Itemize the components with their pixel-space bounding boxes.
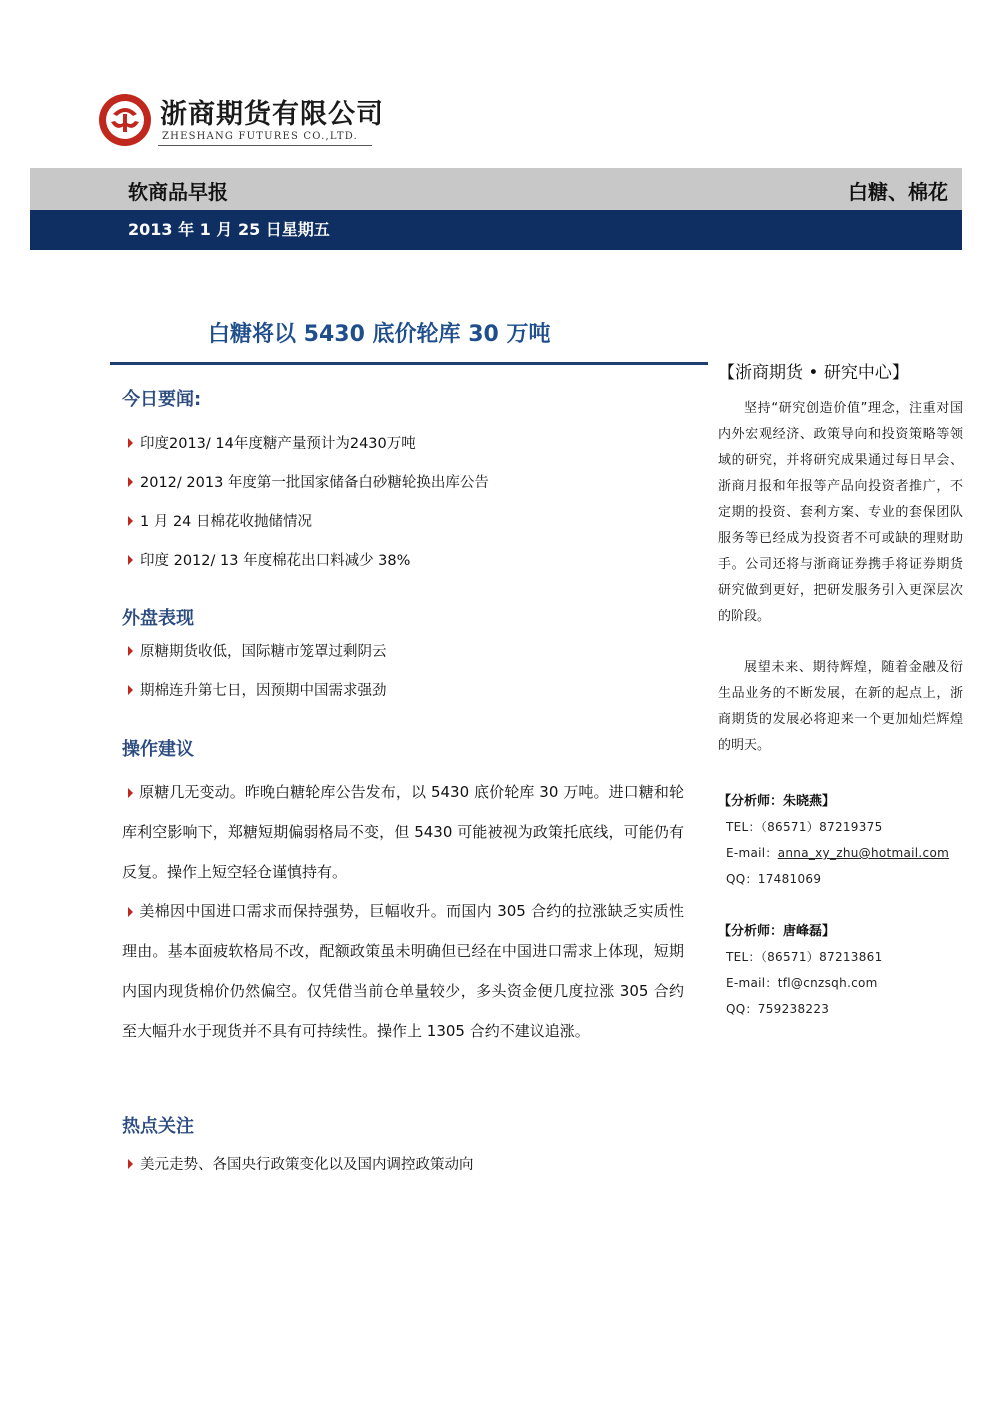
analyst-heading: 【分析师：朱晓燕】 — [718, 794, 836, 809]
analyst-qq: QQ：759238223 — [726, 1002, 830, 1016]
logo-divider — [158, 145, 372, 146]
bullet-arrow-icon — [128, 907, 133, 917]
company-logo-icon — [97, 92, 153, 148]
main-title: 白糖将以 5430 底价轮库 30 万吨 — [208, 322, 551, 347]
bullet-arrow-icon — [128, 555, 133, 565]
analyst-heading: 【分析师：唐峰磊】 — [718, 924, 836, 939]
bullet-arrow-icon — [128, 438, 133, 448]
bullet-arrow-icon — [128, 516, 133, 526]
report-commodities: 白糖、棉花 — [848, 180, 948, 204]
bullet-arrow-icon — [128, 1159, 133, 1169]
title-divider — [110, 362, 708, 365]
report-type: 软商品早报 — [128, 180, 228, 204]
analyst-email-link[interactable]: anna_xy_zhu@hotmail.com — [777, 846, 950, 860]
section-title-news: 今日要闻: — [122, 389, 202, 410]
list-item: 1 月 24 日棉花收抛储情况 — [128, 510, 312, 531]
company-name-en: ZHESHANG FUTURES CO.,LTD. — [162, 131, 358, 142]
list-item: 印度2013/ 14年度糖产量预计为2430万吨 — [128, 432, 416, 453]
advice-paragraph-cotton: 美棉因中国进口需求而保持强势，巨幅收升。而国内 305 合约的拉涨缺乏实质性理由。基本面疲软格局不改，配额政策虽未明确但已经在中国进口需求上体现，短期内国内现货棉价仍然偏空。仅凭借当前仓单量较少，多头资金便几度拉涨 305 合约至大幅升水于现货并不具有可持续性。操作上 1305 合约不建议追涨。 — [122, 902, 684, 1040]
analyst-email-row: E-mail：tfl@cnzsqh.com — [726, 976, 878, 990]
analyst-tel: TEL：（86571）87219375 — [726, 820, 883, 834]
section-title-advice: 操作建议 — [122, 739, 194, 760]
company-name-cn: 浙商期货有限公司 — [160, 99, 384, 130]
list-item: 2012/ 2013 年度第一批国家储备白砂糖轮换出库公告 — [128, 471, 489, 492]
section-title-focus: 热点关注 — [122, 1116, 194, 1137]
list-item: 美元走势、各国央行政策变化以及国内调控政策动向 — [128, 1153, 474, 1174]
bullet-arrow-icon — [128, 788, 133, 798]
analyst-email-link[interactable]: tfl@cnzsqh.com — [777, 976, 878, 990]
list-item: 印度 2012/ 13 年度棉花出口料减少 38% — [128, 549, 410, 570]
sidebar-intro-paragraph: 坚持“研究创造价值”理念，注重对国内外宏观经济、政策导向和投资策略等领域的研究，并将研究成果通过每日早会、浙商月报和年报等产品向投资者推广，不定期的投资、套利方案、专业的套保团队服务等已经成为投资者不可或缺的理财助手。公司还将与浙商证券携手将证券期货研究做到更好，把研发服务引入更深层次的阶段。 — [718, 401, 963, 624]
list-item: 原糖期货收低，国际糖市笼罩过剩阴云 — [128, 640, 387, 661]
analyst-qq: QQ：17481069 — [726, 872, 822, 886]
analyst-email-row: E-mail：anna_xy_zhu@hotmail.com — [726, 846, 950, 860]
bullet-arrow-icon — [128, 685, 133, 695]
bullet-arrow-icon — [128, 477, 133, 487]
report-date: 2013 年 1 月 25 日星期五 — [128, 220, 330, 239]
sidebar-outlook-paragraph: 展望未来、期待辉煌，随着金融及衍生品业务的不断发展，在新的起点上，浙商期货的发展必将迎来一个更加灿烂辉煌的明天。 — [718, 660, 963, 753]
advice-paragraph-sugar: 原糖几无变动。昨晚白糖轮库公告发布，以 5430 底价轮库 30 万吨。进口糖和轮库利空影响下，郑糖短期偏弱格局不变，但 5430 可能被视为政策托底线，可能仍有反复。操作上短空轻仓谨慎持有。 — [122, 783, 684, 881]
sidebar-title: 【浙商期货 • 研究中心】 — [718, 363, 909, 383]
section-title-overseas: 外盘表现 — [122, 608, 194, 629]
bullet-arrow-icon — [128, 646, 133, 656]
analyst-tel: TEL：（86571）87213861 — [726, 950, 883, 964]
list-item: 期棉连升第七日，因预期中国需求强劲 — [128, 679, 387, 700]
